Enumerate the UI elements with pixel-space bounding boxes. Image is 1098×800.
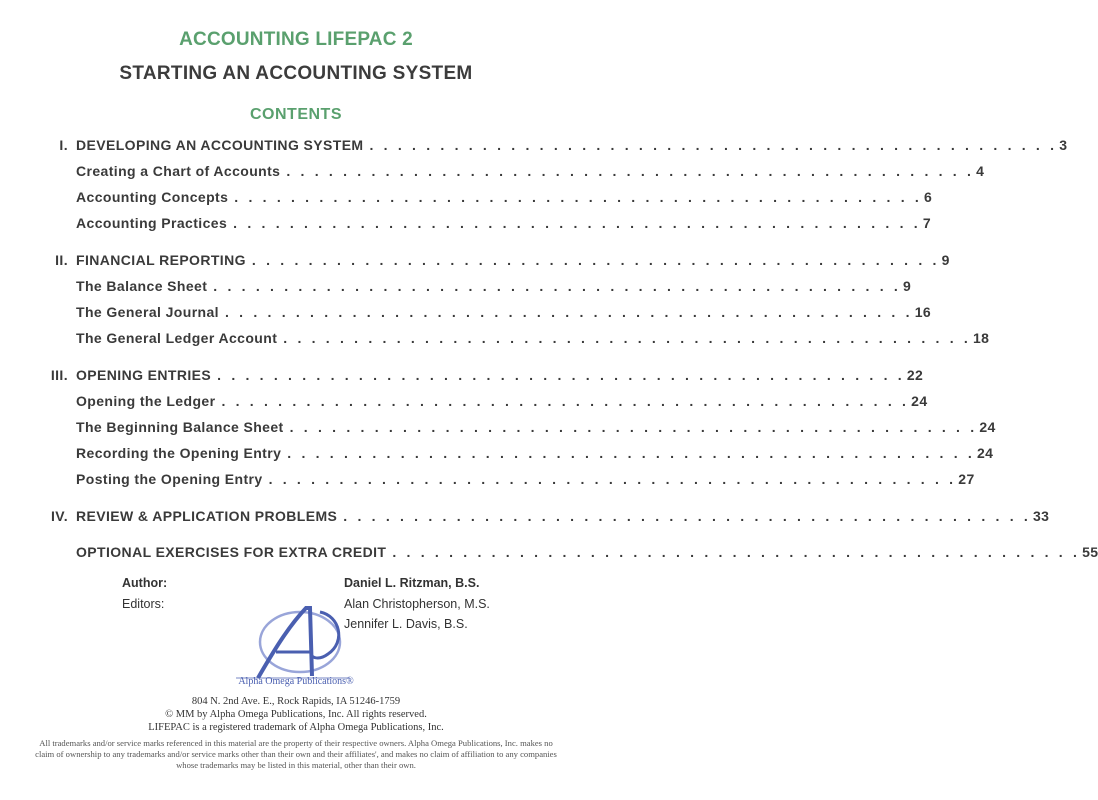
toc-leader-dots: . . . . . . . . . . . . . . . . . . . . . . . . . . . . . . . . . . . . . . . . . . . . . . . . .: [286, 163, 975, 179]
page-title: STARTING AN ACCOUNTING SYSTEM: [119, 63, 473, 84]
toc-leader-dots: . . . . . . . . . . . . . . . . . . . . . . . . . . . . . . . . . . . . . . . . . . . . . . . . .: [343, 508, 1031, 524]
toc-entry: [76, 471, 975, 491]
toc-entry: [76, 163, 985, 183]
toc-page-number: 55: [1082, 544, 1098, 560]
author-label: Author:: [122, 576, 168, 590]
toc-page-number: 22: [906, 367, 924, 383]
toc-page-number: 27: [958, 471, 975, 487]
toc-page-number: 24: [979, 419, 996, 435]
copyright-line: © MM by Alpha Omega Publications, Inc. All rights reserved.: [165, 709, 427, 720]
toc-entry-title: The Balance Sheet: [76, 278, 208, 294]
toc-entry-title: Accounting Concepts: [76, 189, 229, 205]
toc-page-number: 24: [976, 445, 994, 461]
toc-page-number: 9: [941, 252, 950, 268]
toc-page-number: 24: [911, 393, 928, 409]
imprint-block: [0, 695, 592, 734]
toc-leader-dots: . . . . . . . . . . . . . . . . . . . . . . . . . . . . . . . . . . . . . . . . . . . . . . . . .: [213, 278, 901, 294]
toc-entry: [50, 367, 924, 387]
toc-entry: [76, 544, 1098, 564]
toc-page-number: 16: [914, 304, 932, 320]
toc-entry-title: Opening the Ledger: [76, 393, 216, 409]
toc-section-number: III.: [50, 367, 68, 383]
toc-leader-dots: . . . . . . . . . . . . . . . . . . . . . . . . . . . . . . . . . . . . . . . . . . . . . . . . .: [392, 544, 1081, 560]
toc-leader-dots: . . . . . . . . . . . . . . . . . . . . . . . . . . . . . . . . . . . . . . . . . . . . . . . . .: [224, 304, 913, 320]
toc-leader-dots: . . . . . . . . . . . . . . . . . . . . . . . . . . . . . . . . . . . . . . . . . . . . . . . . .: [234, 189, 922, 205]
toc-entry-title: OPENING ENTRIES: [76, 367, 212, 383]
toc-entry: [50, 508, 1050, 528]
toc-leader-dots: . . . . . . . . . . . . . . . . . . . . . . . . . . . . . . . . . . . . . . . . . . . . . . . . .: [233, 215, 921, 231]
editors-label: Editors:: [122, 597, 165, 611]
toc-page-number: 7: [922, 215, 932, 231]
publisher-address: 804 N. 2nd Ave. E., Rock Rapids, IA 51246-1759: [191, 696, 401, 707]
toc-entry-title: Posting the Opening Entry: [76, 471, 263, 487]
toc-entry: [76, 278, 912, 298]
toc-entry-title: Recording the Opening Entry: [76, 445, 282, 461]
publisher-logo-caption: Alpha Omega Publications®: [238, 676, 354, 687]
toc-leader-dots: . . . . . . . . . . . . . . . . . . . . . . . . . . . . . . . . . . . . . . . . . . . . . . . . .: [369, 137, 1058, 153]
toc-page-number: 33: [1032, 508, 1050, 524]
legal-notice: All trademarks and/or service marks referenced in this material are the property of their respective owners. Alpha Omega Publications, Inc. makes no claim of ownership to any trademarks and/or service marks other than their own and their affiliates', and makes no claim of affiliation to any companies whose trademarks may be listed in this material, other than their own.: [35, 738, 557, 770]
toc-section-number: I.: [59, 137, 68, 153]
toc-leader-dots: . . . . . . . . . . . . . . . . . . . . . . . . . . . . . . . . . . . . . . . . . . . . . . . . .: [221, 393, 910, 409]
contents-heading: CONTENTS: [250, 106, 342, 123]
toc-page-number: 4: [976, 163, 985, 179]
toc-entry-title: The General Journal: [76, 304, 219, 320]
toc-entry: [76, 419, 996, 439]
toc-entry: [76, 393, 928, 413]
toc-entry-title: REVIEW & APPLICATION PROBLEMS: [76, 508, 338, 524]
toc-page-number: 18: [972, 330, 990, 346]
editor-name: Alan Christopherson, M.S.: [344, 597, 490, 611]
toc-section-number: IV.: [50, 508, 68, 524]
toc-entry-title: The Beginning Balance Sheet: [76, 419, 284, 435]
toc-leader-dots: . . . . . . . . . . . . . . . . . . . . . . . . . . . . . . . . . . . . . . . . . . . . . . . . .: [251, 252, 940, 268]
toc-entry-title: Creating a Chart of Accounts: [76, 163, 281, 179]
toc-page-number: 6: [923, 189, 933, 205]
toc-section-number: II.: [55, 252, 68, 268]
series-title: ACCOUNTING LIFEPAC 2: [179, 29, 413, 50]
toc-entry-title: The General Ledger Account: [76, 330, 278, 346]
toc-entry: [55, 252, 950, 272]
toc-entry: [76, 189, 933, 209]
toc-entry-title: DEVELOPING AN ACCOUNTING SYSTEM: [76, 137, 364, 153]
toc-leader-dots: . . . . . . . . . . . . . . . . . . . . . . . . . . . . . . . . . . . . . . . . . . . . . . . . .: [217, 367, 905, 383]
toc-entry-title: FINANCIAL REPORTING: [76, 252, 246, 268]
editor-name: Jennifer L. Davis, B.S.: [344, 617, 468, 631]
toc-entry: [76, 215, 932, 235]
author-name: Daniel L. Ritzman, B.S.: [344, 576, 480, 590]
toc-entry-title: OPTIONAL EXERCISES FOR EXTRA CREDIT: [76, 544, 387, 560]
toc-page-number: 9: [903, 278, 912, 294]
toc-leader-dots: . . . . . . . . . . . . . . . . . . . . . . . . . . . . . . . . . . . . . . . . . . . . . . . . .: [283, 330, 971, 346]
toc-leader-dots: . . . . . . . . . . . . . . . . . . . . . . . . . . . . . . . . . . . . . . . . . . . . . . . . .: [268, 471, 957, 487]
toc-entry: [76, 445, 994, 465]
toc-leader-dots: . . . . . . . . . . . . . . . . . . . . . . . . . . . . . . . . . . . . . . . . . . . . . . . . .: [289, 419, 978, 435]
toc-page-number: 3: [1059, 137, 1068, 153]
toc-entry: [76, 304, 932, 324]
trademark-line: LIFEPAC is a registered trademark of Alpha Omega Publications, Inc.: [148, 722, 444, 733]
toc-entry: [76, 330, 990, 350]
toc-entry-title: Accounting Practices: [76, 215, 228, 231]
toc-leader-dots: . . . . . . . . . . . . . . . . . . . . . . . . . . . . . . . . . . . . . . . . . . . . . . . . .: [287, 445, 975, 461]
toc-entry: [59, 137, 1068, 157]
